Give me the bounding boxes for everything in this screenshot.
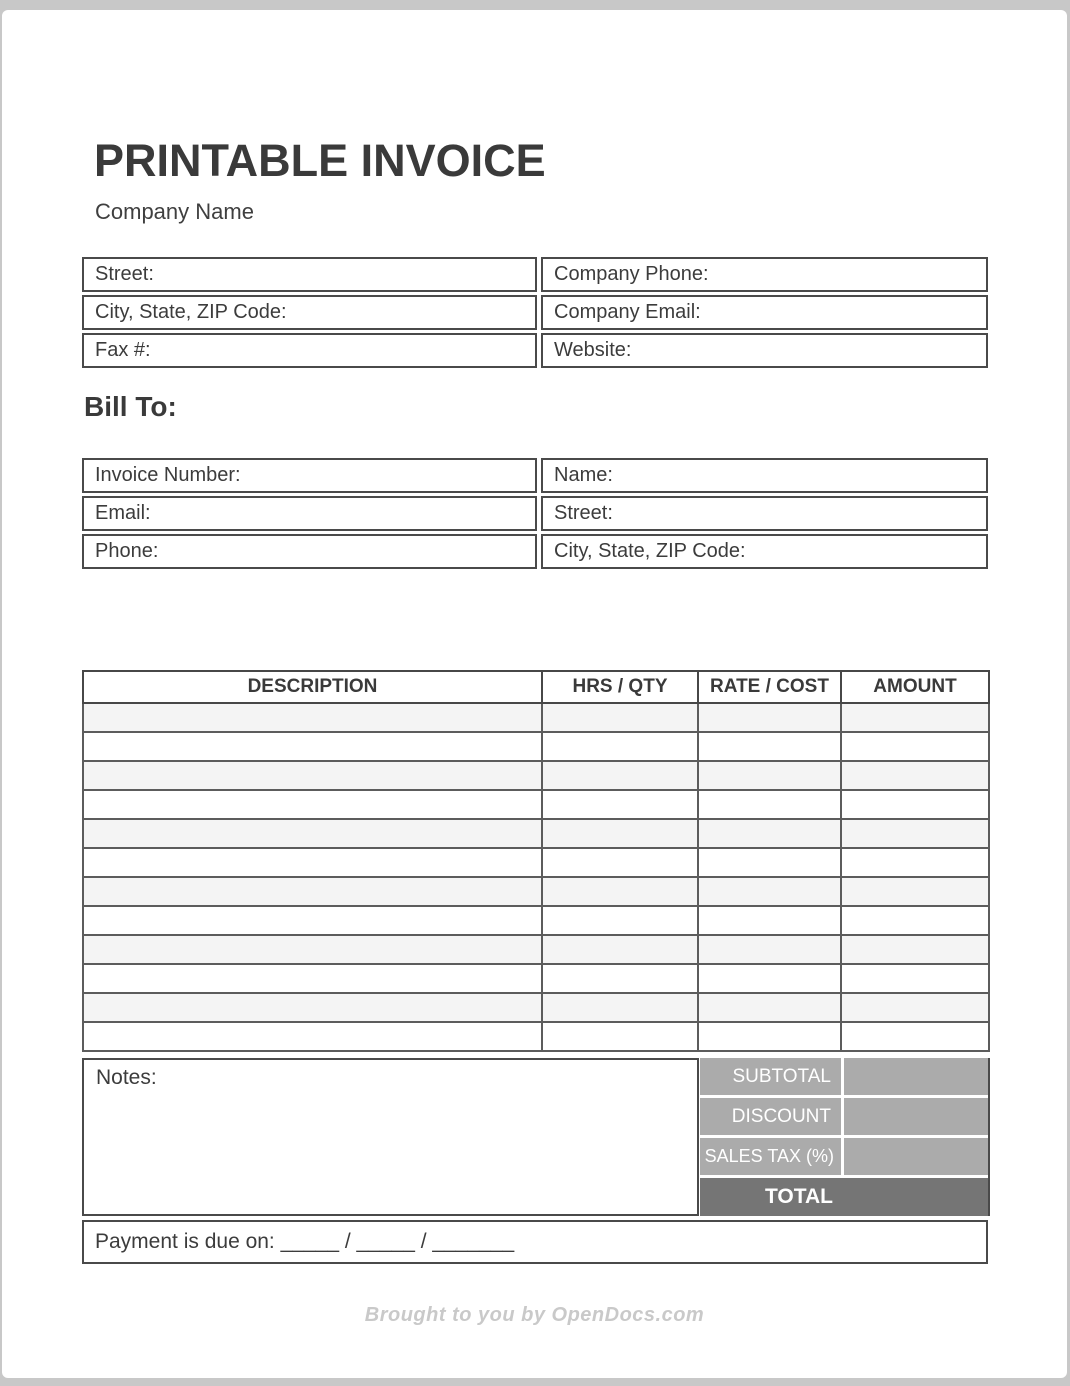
item-cell-hrs-qty[interactable] (542, 848, 698, 877)
item-cell-rate-cost[interactable] (698, 790, 841, 819)
item-cell-amount[interactable] (841, 761, 989, 790)
bill-name-field[interactable] (541, 458, 988, 493)
item-cell-rate-cost[interactable] (698, 964, 841, 993)
item-cell-rate-cost[interactable] (698, 819, 841, 848)
notes-box[interactable] (82, 1058, 699, 1216)
item-cell-description[interactable] (83, 819, 542, 848)
company-phone-label: Company Phone: (554, 263, 709, 285)
bill-street-field[interactable] (541, 496, 988, 531)
item-row (83, 732, 989, 761)
company-email-label: Company Email: (554, 301, 701, 323)
item-row (83, 993, 989, 1022)
item-cell-hrs-qty[interactable] (542, 935, 698, 964)
col-header-description: DESCRIPTION (83, 671, 542, 703)
document-title: PRINTABLE INVOICE (94, 135, 546, 186)
item-cell-description[interactable] (83, 761, 542, 790)
company-city-state-zip-field[interactable] (82, 295, 537, 330)
item-cell-description[interactable] (83, 732, 542, 761)
payment-due-row[interactable] (82, 1220, 988, 1264)
sales-tax-row (700, 1138, 988, 1175)
item-cell-rate-cost[interactable] (698, 732, 841, 761)
item-row (83, 790, 989, 819)
company-email-field[interactable] (541, 295, 988, 330)
item-cell-description[interactable] (83, 993, 542, 1022)
item-row (83, 761, 989, 790)
item-cell-description[interactable] (83, 964, 542, 993)
item-row (83, 819, 989, 848)
item-cell-rate-cost[interactable] (698, 935, 841, 964)
bill-phone-field[interactable] (82, 534, 537, 569)
discount-value-field[interactable] (844, 1098, 988, 1135)
item-row (83, 1022, 989, 1051)
bill-city-state-zip-field[interactable] (541, 534, 988, 569)
invoice-page (2, 10, 1067, 1378)
item-row (83, 964, 989, 993)
col-header-amount: AMOUNT (841, 671, 989, 703)
item-cell-hrs-qty[interactable] (542, 906, 698, 935)
item-cell-rate-cost[interactable] (698, 703, 841, 732)
col-header-rate-cost: RATE / COST (698, 671, 841, 703)
col-header-hrs-qty: HRS / QTY (542, 671, 698, 703)
item-cell-amount[interactable] (841, 848, 989, 877)
bill-to-heading: Bill To: (84, 391, 177, 422)
item-cell-amount[interactable] (841, 993, 989, 1022)
payment-due-text: Payment is due on: _____ / _____ / _______ (95, 1230, 515, 1253)
item-cell-amount[interactable] (841, 877, 989, 906)
subtotal-row (700, 1058, 988, 1095)
invoice-number-field[interactable] (82, 458, 537, 493)
bill-name-label: Name: (554, 464, 613, 486)
item-cell-rate-cost[interactable] (698, 1022, 841, 1051)
company-website-field[interactable] (541, 333, 988, 368)
item-row (83, 877, 989, 906)
item-cell-description[interactable] (83, 703, 542, 732)
subtotal-label: SUBTOTAL (700, 1058, 841, 1095)
item-cell-hrs-qty[interactable] (542, 703, 698, 732)
item-cell-hrs-qty[interactable] (542, 732, 698, 761)
item-row (83, 703, 989, 732)
item-cell-rate-cost[interactable] (698, 848, 841, 877)
item-cell-description[interactable] (83, 877, 542, 906)
item-cell-description[interactable] (83, 906, 542, 935)
invoice-number-label: Invoice Number: (95, 464, 241, 486)
company-fax-label: Fax #: (95, 339, 151, 361)
total-row (700, 1178, 988, 1216)
company-fax-field[interactable] (82, 333, 537, 368)
bill-city-state-zip-label: City, State, ZIP Code: (554, 540, 746, 562)
item-cell-rate-cost[interactable] (698, 993, 841, 1022)
item-cell-hrs-qty[interactable] (542, 877, 698, 906)
bill-to-table (82, 458, 988, 569)
line-items-table (82, 670, 990, 1052)
totals-block (700, 1058, 990, 1216)
item-cell-amount[interactable] (841, 732, 989, 761)
footer-credit: Brought to you by OpenDocs.com (364, 1304, 705, 1326)
item-cell-hrs-qty[interactable] (542, 964, 698, 993)
sales-tax-label: SALES TAX (%) (700, 1138, 841, 1175)
item-cell-amount[interactable] (841, 790, 989, 819)
item-row (83, 906, 989, 935)
items-header-row (83, 671, 989, 703)
item-cell-rate-cost[interactable] (698, 877, 841, 906)
discount-label: DISCOUNT (700, 1098, 841, 1135)
company-street-field[interactable] (82, 257, 537, 292)
total-label: TOTAL (764, 1185, 833, 1208)
bill-email-label: Email: (95, 502, 151, 524)
notes-label: Notes: (96, 1066, 157, 1089)
items-table-body (83, 703, 989, 1051)
item-cell-amount[interactable] (841, 703, 989, 732)
sales-tax-value-field[interactable] (844, 1138, 988, 1175)
bill-street-label: Street: (554, 502, 613, 524)
subtotal-value-field[interactable] (844, 1058, 988, 1095)
item-cell-description[interactable] (83, 1022, 542, 1051)
item-cell-amount[interactable] (841, 1022, 989, 1051)
item-cell-rate-cost[interactable] (698, 906, 841, 935)
item-cell-description[interactable] (83, 790, 542, 819)
item-cell-amount[interactable] (841, 964, 989, 993)
item-cell-rate-cost[interactable] (698, 761, 841, 790)
company-name: Company Name (95, 199, 254, 224)
item-cell-hrs-qty[interactable] (542, 790, 698, 819)
item-row (83, 935, 989, 964)
item-cell-amount[interactable] (841, 819, 989, 848)
item-cell-hrs-qty[interactable] (542, 1022, 698, 1051)
item-cell-hrs-qty[interactable] (542, 819, 698, 848)
item-cell-description[interactable] (83, 848, 542, 877)
company-website-label: Website: (554, 339, 632, 361)
item-cell-description[interactable] (83, 935, 542, 964)
bill-email-field[interactable] (82, 496, 537, 531)
company-street-label: Street: (95, 263, 154, 285)
item-cell-hrs-qty[interactable] (542, 993, 698, 1022)
item-cell-amount[interactable] (841, 935, 989, 964)
item-cell-amount[interactable] (841, 906, 989, 935)
bill-phone-label: Phone: (95, 540, 159, 562)
item-cell-hrs-qty[interactable] (542, 761, 698, 790)
company-city-state-zip-label: City, State, ZIP Code: (95, 301, 287, 323)
item-row (83, 848, 989, 877)
company-phone-field[interactable] (541, 257, 988, 292)
discount-row (700, 1098, 988, 1135)
notes-and-totals-section (82, 1058, 988, 1216)
company-info-table (82, 257, 988, 368)
